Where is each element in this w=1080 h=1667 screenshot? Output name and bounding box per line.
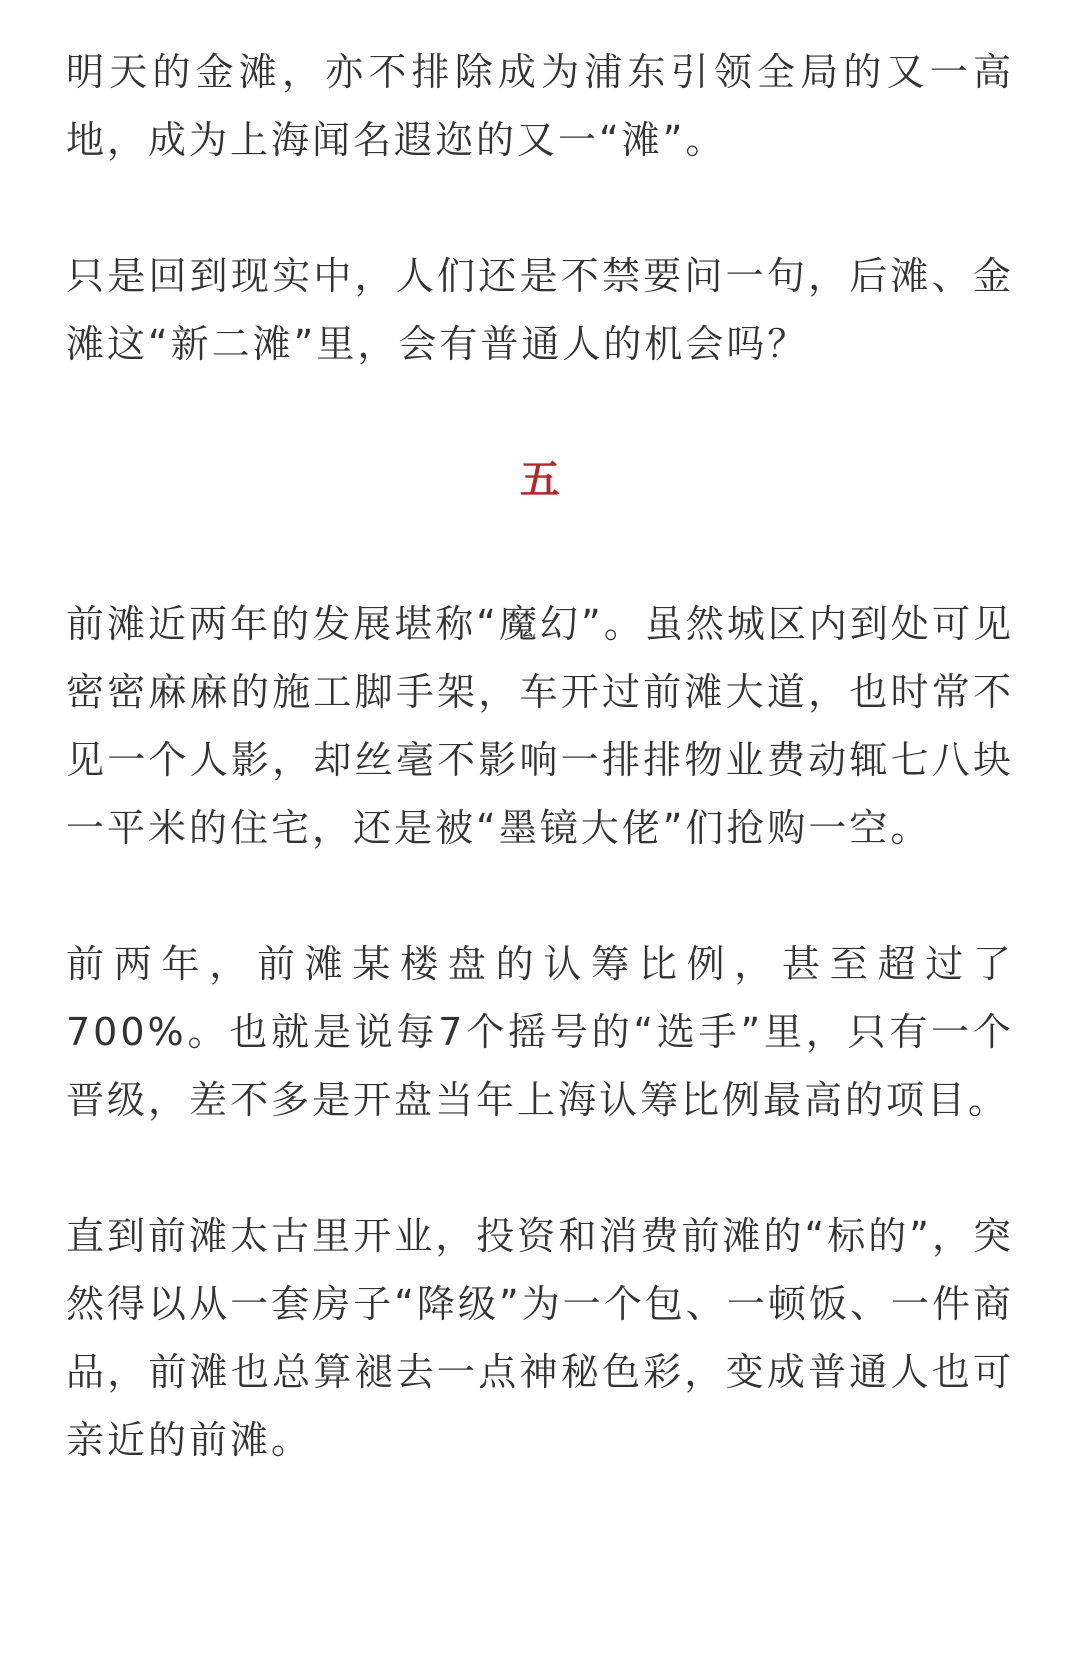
paragraph-jintan-future: 明天的金滩，亦不排除成为浦东引领全局的又一高地，成为上海闻名遐迩的又一“滩”。 xyxy=(66,50,1014,162)
section-heading-five: 五 xyxy=(520,457,560,503)
paragraph-qiantan-development: 前滩近两年的发展堪称“魔幻”。虽然城区内到处可见密密麻麻的施工脚手架，车开过前滩大道，也时常不见一个人影，却丝毫不影响一排排物业费动辄七八块一平米的住宅，还是被“墨镜大佬”们抢购一空。 xyxy=(66,602,1014,850)
article-body xyxy=(66,38,1014,1542)
paragraph-taikoo-li-opening: 直到前滩太古里开业，投资和消费前滩的“标的”，突然得以从一套房子“降级”为一个包、一顿饭、一件商品，前滩也总算褪去一点神秘色彩，变成普通人也可亲近的前滩。 xyxy=(66,1214,1014,1462)
paragraph-ordinary-people-question: 只是回到现实中，人们还是不禁要问一句，后滩、金滩这“新二滩”里，会有普通人的机会吗？ xyxy=(66,254,1014,366)
paragraph-subscription-ratio: 前两年，前滩某楼盘的认筹比例，甚至超过了700%。也就是说每7个摇号的“选手”里，只有一个晋级，差不多是开盘当年上海认筹比例最高的项目。 xyxy=(66,942,1014,1122)
